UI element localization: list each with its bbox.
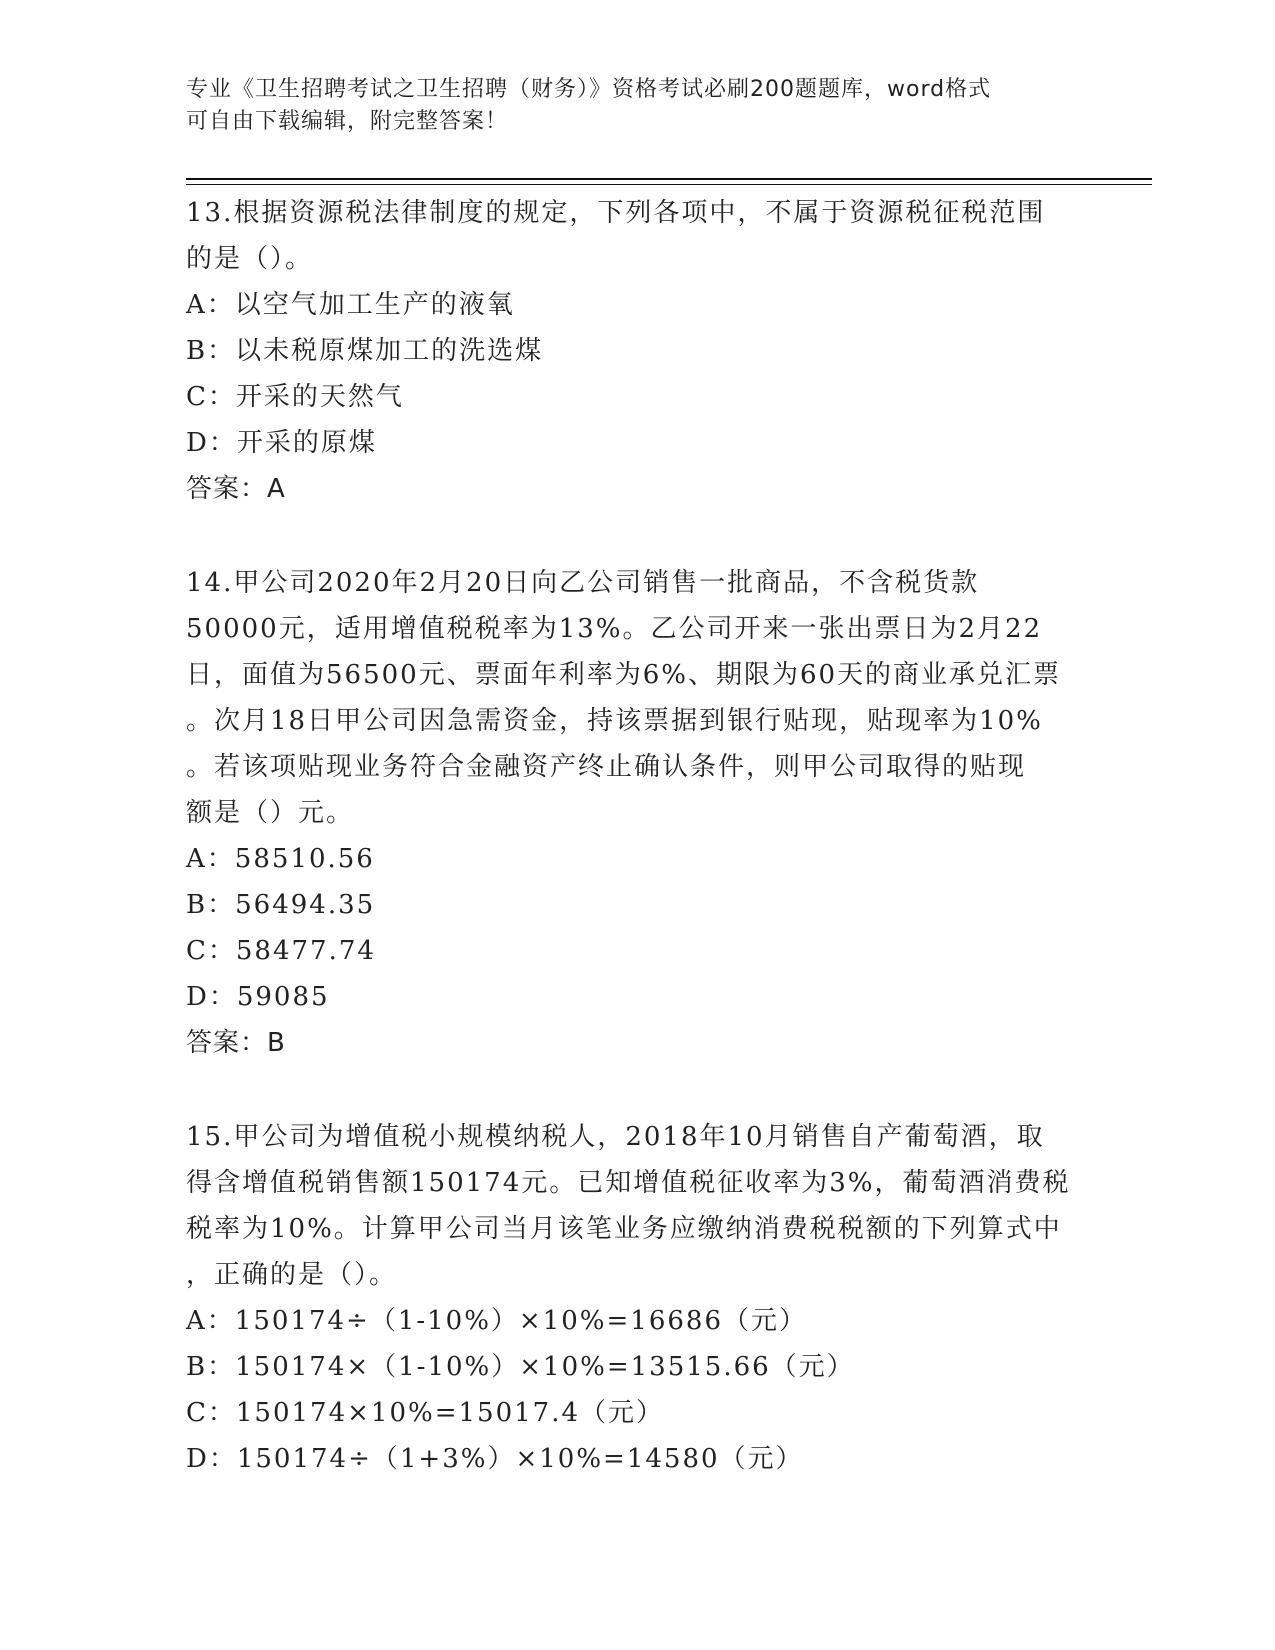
question-stem-line: 的是（）。 — [186, 244, 314, 274]
option-d: D：59085 — [186, 982, 330, 1012]
question-stem-line: 额是（）元。 — [186, 798, 355, 828]
question-stem-line: 50000元，适用增值税税率为13%。乙公司开来一张出票日为2月22 — [186, 614, 1043, 644]
option-d: D：150174÷（1+3%）×10%=14580（元） — [186, 1444, 804, 1474]
option-b: B：150174×（1-10%）×10%=13515.66（元） — [186, 1352, 855, 1382]
question-stem-line: 13.根据资源税法律制度的规定，下列各项中，不属于资源税征税范围 — [186, 198, 1046, 228]
question-14 — [186, 560, 1086, 1066]
option-c: C：开采的天然气 — [186, 382, 404, 412]
question-stem-line: ，正确的是（）。 — [186, 1260, 398, 1290]
header-divider-thick — [186, 178, 1152, 180]
option-c: C：58477.74 — [186, 936, 376, 966]
header-divider-thin — [186, 184, 1152, 185]
option-b: B：以未税原煤加工的洗选煤 — [186, 336, 544, 366]
option-a: A：以空气加工生产的液氧 — [186, 290, 515, 320]
option-a: A：150174÷（1-10%）×10%=16686（元） — [186, 1306, 807, 1336]
question-13 — [186, 190, 1086, 512]
question-list — [186, 190, 1086, 1482]
header-line-2: 可自由下载编辑，附完整答案！ — [186, 109, 509, 134]
question-stem-line: 税率为10%。计算甲公司当月该笔业务应缴纳消费税税额的下列算式中 — [186, 1214, 1062, 1244]
option-a: A：58510.56 — [186, 844, 375, 874]
option-b: B：56494.35 — [186, 890, 376, 920]
option-d: D：开采的原煤 — [186, 428, 377, 458]
question-stem-line: 。次月18日甲公司因急需资金，持该票据到银行贴现，贴现率为10% — [186, 706, 1043, 736]
question-stem-line: 14.甲公司2020年2月20日向乙公司销售一批商品，不含税货款 — [186, 568, 980, 598]
answer: 答案：A — [186, 474, 286, 504]
document-header — [186, 74, 1086, 138]
question-stem-line: 得含增值税销售额150174元。已知增值税征收率为3%，葡萄酒消费税 — [186, 1168, 1071, 1198]
question-15 — [186, 1114, 1086, 1482]
question-stem-line: 。若该项贴现业务符合金融资产终止确认条件，则甲公司取得的贴现 — [186, 752, 1027, 782]
question-stem-line: 15.甲公司为增值税小规模纳税人，2018年10月销售自产葡萄酒，取 — [186, 1122, 1045, 1152]
header-line-1: 专业《卫生招聘考试之卫生招聘（财务）》资格考试必刷200题题库，word格式 — [186, 77, 992, 102]
question-stem-line: 日，面值为56500元、票面年利率为6%、期限为60天的商业承兑汇票 — [186, 660, 1062, 690]
answer: 答案：B — [186, 1028, 286, 1058]
option-c: C：150174×10%=15017.4（元） — [186, 1398, 665, 1428]
